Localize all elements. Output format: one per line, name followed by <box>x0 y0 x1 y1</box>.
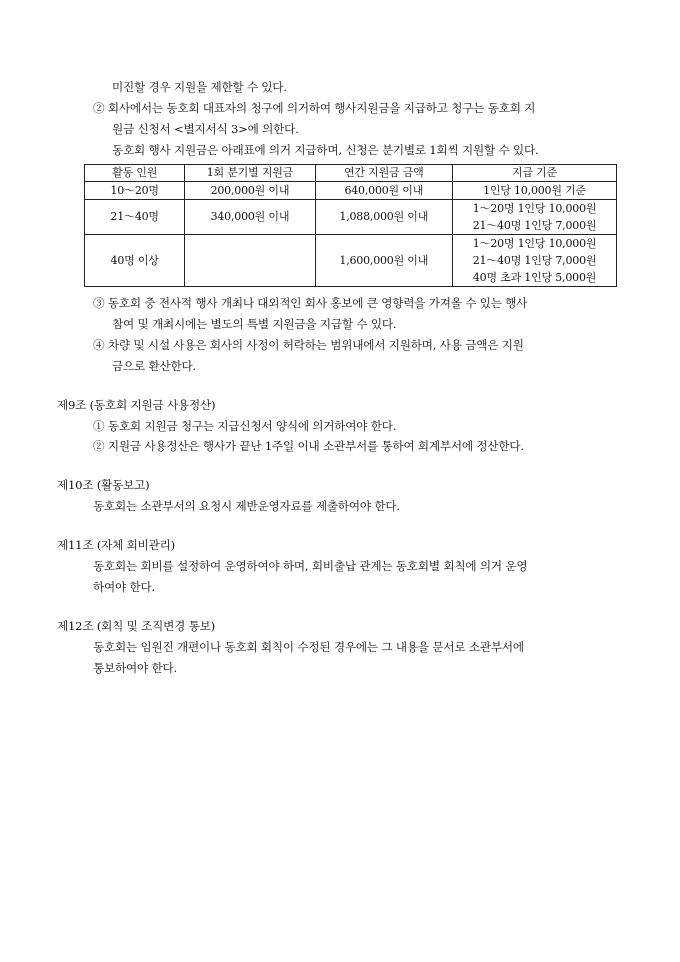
criteria-line: 21～40명 1인당 7,000원 <box>472 219 597 232</box>
article-9-item-2: ② 지원금 사용정산은 행사가 끝난 1주일 이내 소관부서를 통하여 회계부서에 정산한다. <box>93 439 524 453</box>
header-criteria: 지급 기준 <box>453 165 617 182</box>
criteria-line: 1인당 10,000원 기준 <box>483 184 586 197</box>
table-intro: 동호회 행사 지원금은 아래표에 의거 지급하며, 신청은 분기별로 1회씩 지원할 수 있다. <box>112 143 539 157</box>
cell-criteria <box>453 182 617 200</box>
cell-quarterly: 200,000원 이내 <box>185 182 315 200</box>
paragraph-continuation: 미진할 경우 지원을 제한할 수 있다. <box>112 80 287 94</box>
article-12-line-1: 동호회는 임원진 개편이나 동호회 회칙이 수정된 경우에는 그 내용을 문서로 소관부서에 <box>93 640 524 654</box>
table-row <box>85 182 617 200</box>
cell-criteria <box>453 200 617 235</box>
criteria-line: 1～20명 1인당 10,000원 <box>472 202 597 215</box>
criteria-line: 21～40명 1인당 7,000원 <box>472 254 597 267</box>
criteria-line: 40명 초과 1인당 5,000원 <box>472 271 597 284</box>
cell-annual: 1,088,000원 이내 <box>315 200 452 235</box>
cell-annual: 1,600,000원 이내 <box>315 235 452 287</box>
item-4-line-1: ④ 차량 및 시설 사용은 회사의 사정이 허락하는 범위내에서 지원하며, 사용 금액은 지원 <box>93 338 524 352</box>
article-10-title: 제10조 (활동보고) <box>57 478 150 492</box>
cell-members: 40명 이상 <box>85 235 185 287</box>
article-11-title: 제11조 (자체 회비관리) <box>57 538 175 552</box>
cell-members: 21～40명 <box>85 200 185 235</box>
table-row <box>85 200 617 235</box>
article-12-title: 제12조 (회칙 및 조직변경 통보) <box>57 619 215 633</box>
item-4-line-2: 금으로 환산한다. <box>112 359 196 373</box>
header-quarterly: 1회 분기별 지원금 <box>185 165 315 182</box>
item-3-line-1: ③ 동호회 중 전사적 행사 개최나 대외적인 회사 홍보에 큰 영향력을 가져올 수 있는 행사 <box>93 296 528 310</box>
article-12-line-2: 통보하여야 한다. <box>93 661 177 675</box>
cell-members: 10～20명 <box>85 182 185 200</box>
item-3-line-2: 참여 및 개최시에는 별도의 특별 지원금을 지급할 수 있다. <box>112 317 397 331</box>
article-11-line-2: 하여야 한다. <box>93 580 155 594</box>
support-table <box>84 164 617 287</box>
cell-annual: 640,000원 이내 <box>315 182 452 200</box>
item-2-line-2: 원금 신청서 <별지서식 3>에 의한다. <box>112 122 299 136</box>
article-10-body: 동호회는 소관부서의 요청시 제반운영자료를 제출하여야 한다. <box>93 499 400 513</box>
article-9-title: 제9조 (동호회 지원금 사용정산) <box>57 398 216 412</box>
table-row <box>85 235 617 287</box>
cell-quarterly: 340,000원 이내 <box>185 200 315 235</box>
cell-criteria <box>453 235 617 287</box>
article-9-item-1: ① 동호회 지원금 청구는 지급신청서 양식에 의거하여야 한다. <box>93 419 397 433</box>
cell-quarterly <box>185 235 315 287</box>
header-annual: 연간 지원금 금액 <box>315 165 452 182</box>
criteria-line: 1～20명 1인당 10,000원 <box>472 237 597 250</box>
header-members: 활동 인원 <box>85 165 185 182</box>
table-header-row <box>85 165 617 182</box>
article-11-line-1: 동호회는 회비를 설정하여 운영하여야 하며, 회비출납 관계는 동호회별 회칙에 의거 운영 <box>93 559 528 573</box>
item-2-line-1: ② 회사에서는 동호회 대표자의 청구에 의거하여 행사지원금을 지급하고 청구는 동호회 지 <box>93 101 536 115</box>
